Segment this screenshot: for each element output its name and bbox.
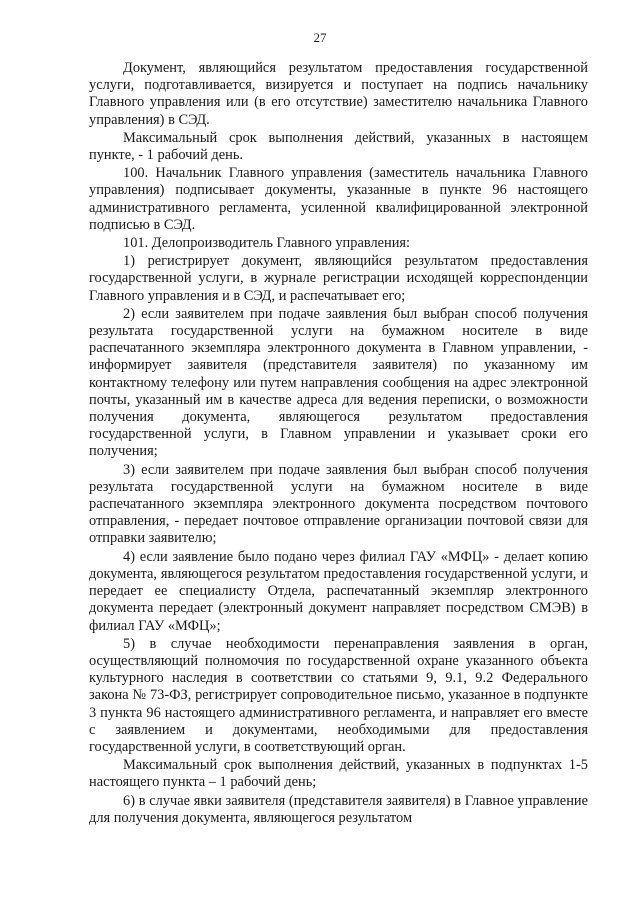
paragraph-subitem-1: 1) регистрирует документ, являющийся результатом предоставления государственной услуги, в журнале регистрации исходящей корреспонденции Главного управления и в СЭД, и распечатывает его; (89, 253, 588, 304)
document-body (89, 60, 588, 828)
page-number: 27 (313, 30, 327, 45)
paragraph-document-result: Документ, являющийся результатом предоставления государственной услуги, подготавливается, визируется и поступает на подпись начальнику Главного управления или (в его отсутствие) заместителю начальника Главного управления) в СЭД. (89, 60, 588, 128)
paragraph-subitem-3: 3) если заявителем при подаче заявления был выбран способ получения результата государственной услуги на бумажном носителе в виде распечатанного экземпляра электронного документа посредством почтового отправления, - передает почтовое отправление организации почтовой связи для отправки заявителю; (89, 461, 588, 547)
paragraph-subitem-4: 4) если заявление было подано через филиал ГАУ «МФЦ» - делает копию документа, являющегося результатом предоставления государственной услуги, и передает ее специалисту Отдела, распечатанный экземпляр электронного документа передает (электронный документ направляет посредством СМЭВ) в филиал ГАУ «МФЦ»; (89, 548, 588, 634)
paragraph-item-101: 101. Делопроизводитель Главного управления: (123, 235, 411, 252)
paragraph-max-term-1: Максимальный срок выполнения действий, указанных в настоящем пункте, - 1 рабочий день. (89, 129, 588, 164)
paragraph-max-term-2: Максимальный срок выполнения действий, указанных в подпунктах 1-5 настоящего пункта – 1 рабочий день; (89, 757, 588, 791)
paragraph-item-100: 100. Начальник Главного управления (заместитель начальника Главного управления) подписывает документы, указанные в пункте 96 настоящего административного регламента, усиленной квалифицированной электронной подписью в СЭД. (89, 165, 588, 233)
paragraph-subitem-5: 5) в случае необходимости перенаправления заявления в орган, осуществляющий полномочия по государственной охране указанного объекта культурного наследия в соответствии со статьями 9, 9.1, 9.2 Федерального закона № 73-ФЗ, регистрирует сопроводительное письмо, указанное в подпункте 3 пункта 96 настоящего административного регламента, и направляет его вместе с заявлением и документами, необходимыми для предоставления государственной услуги, в соответствующий орган. (89, 635, 588, 755)
paragraph-subitem-2: 2) если заявителем при подаче заявления был выбран способ получения результата государственной услуги на бумажном носителе в виде распечатанного экземпляра электронного документа в Главном управлении, - информирует заявителя (представителя заявителя) по указанному им контактному телефону или путем направления сообщения на адрес электронной почты, указанный им в качестве адреса для ведения переписки, о возможности получения документа, являющегося результатом предоставления государственной услуги, в Главном управлении и указывает сроки его получения; (89, 305, 588, 460)
paragraph-subitem-6: 6) в случае явки заявителя (представителя заявителя) в Главное управление для получения документа, являющегося результатом (89, 792, 588, 826)
